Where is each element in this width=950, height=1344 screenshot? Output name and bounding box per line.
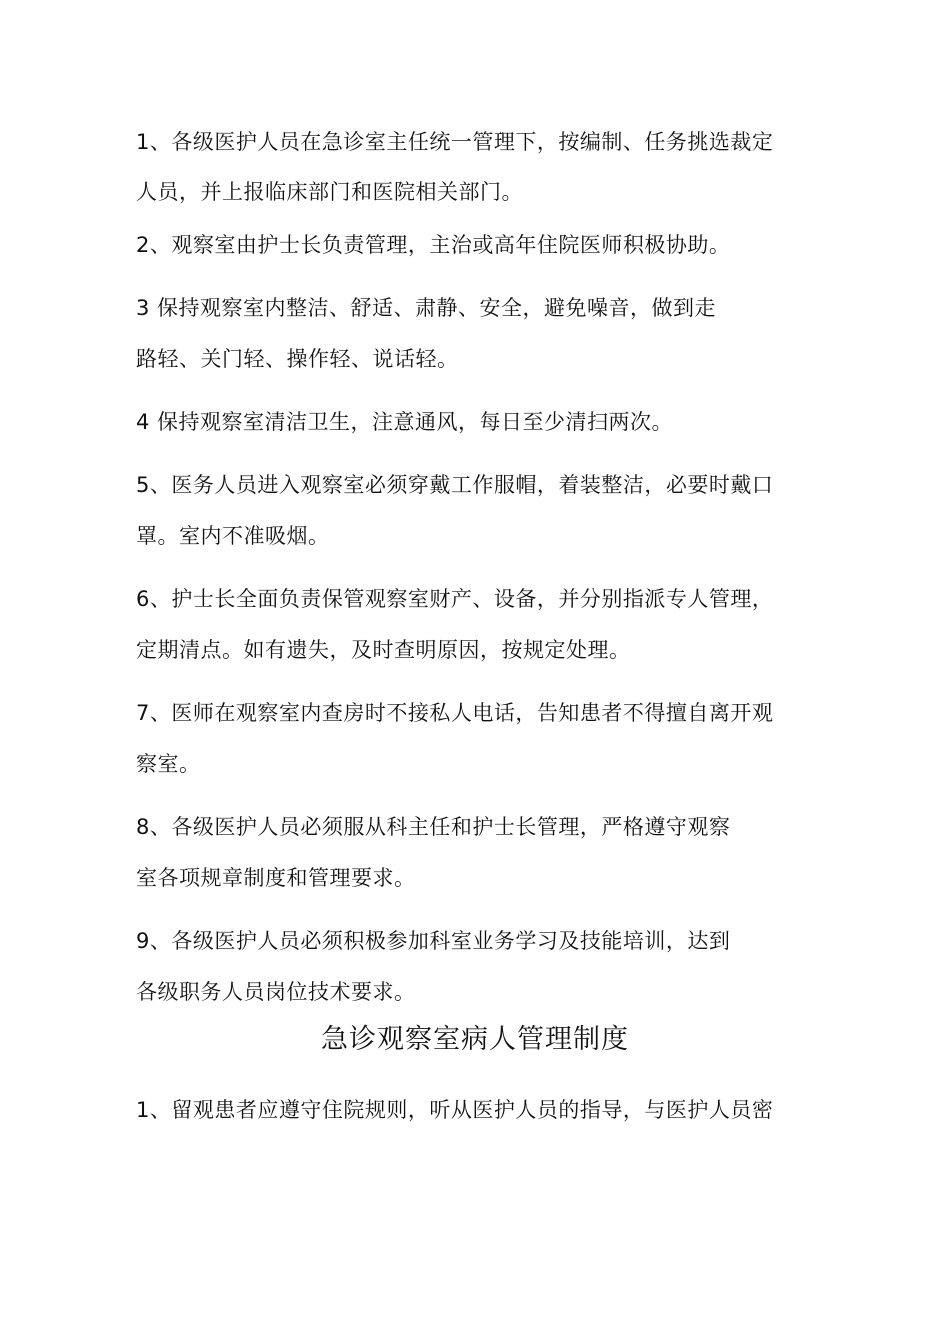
rule-5-line-2: 罩。室内不准吸烟。	[136, 524, 330, 548]
rule-8-line-2: 室各项规章制度和管理要求。	[136, 866, 416, 890]
rule-7-line-2: 察室。	[136, 752, 201, 776]
rule-2-line-1: 2、观察室由护士长负责管理，主治或高年住院医师积极协助。	[136, 233, 731, 257]
rule-6-line-1: 6、护士长全面负责保管观察室财产、设备，并分别指派专人管理，	[136, 587, 774, 611]
rule-5-line-1: 5、医务人员进入观察室必须穿戴工作服帽，着装整洁，必要时戴口	[136, 473, 774, 497]
patient-rule-1-line-1: 1、留观患者应遵守住院规则，听从医护人员的指导，与医护人员密	[136, 1098, 774, 1122]
rule-4-line-1: 4 保持观察室清洁卫生，注意通风，每日至少清扫两次。	[136, 410, 674, 434]
rule-1-line-2: 人员，并上报临床部门和医院相关部门。	[136, 180, 523, 204]
rule-6-line-2: 定期清点。如有遗失，及时查明原因，按规定处理。	[136, 638, 631, 662]
rule-9-line-1: 9、各级医护人员必须积极参加科室业务学习及技能培训，达到	[136, 929, 731, 953]
section-title: 急诊观察室病人管理制度	[321, 1024, 629, 1055]
rule-8-line-1: 8、各级医护人员必须服从科主任和护士长管理，严格遵守观察	[136, 815, 731, 839]
rule-3-line-2: 路轻、关门轻、操作轻、说话轻。	[136, 347, 459, 371]
rule-9-line-2: 各级职务人员岗位技术要求。	[136, 980, 416, 1004]
rule-7-line-1: 7、医师在观察室内查房时不接私人电话，告知患者不得擅自离开观	[136, 701, 774, 725]
rule-3-line-1: 3 保持观察室内整洁、舒适、肃静、安全，避免噪音，做到走	[136, 296, 717, 320]
rule-1-line-1: 1、各级医护人员在急诊室主任统一管理下，按编制、任务挑选裁定	[136, 130, 774, 154]
